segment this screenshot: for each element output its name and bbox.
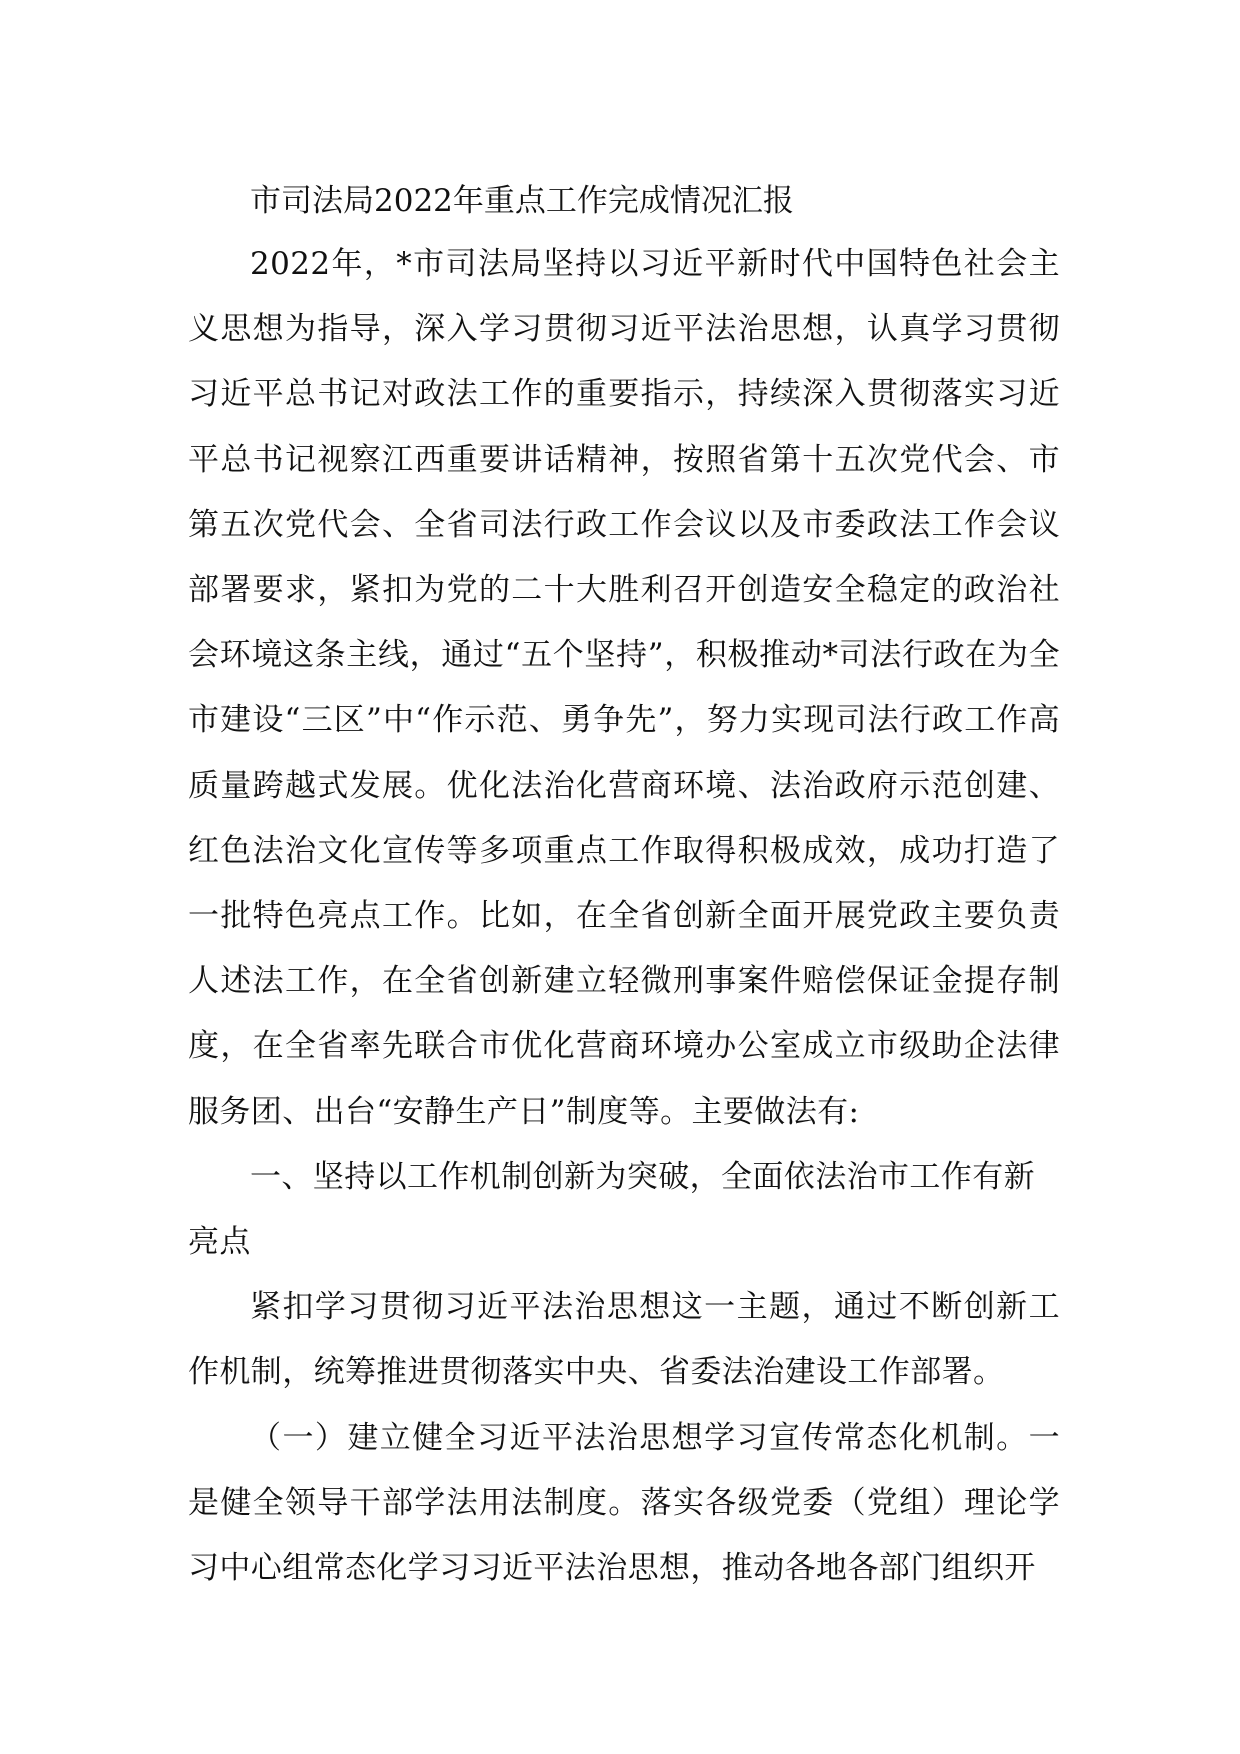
section-1-paragraph: 紧扣学习贯彻习近平法治思想这一主题，通过不断创新工作机制，统筹推进贯彻落实中央、省委法治建设工作部署。 xyxy=(188,1289,1060,1391)
document-title: 市司法局2022年重点工作完成情况汇报 xyxy=(250,183,794,219)
subsection-1-paragraph: （一）建立健全习近平法治思想学习宣传常态化机制。一是健全领导干部学法用法制度。落实各级党委（党组）理论学习中心组常态化学习习近平法治思想，推动各地各部门组织开 xyxy=(188,1419,1060,1587)
intro-paragraph: 2022年，*市司法局坚持以习近平新时代中国特色社会主义思想为指导，深入学习贯彻习近平法治思想，认真学习贯彻习近平总书记对政法工作的重要指示，持续深入贯彻落实习近平总书记视察江西重要讲话精神，按照省第十五次党代会、市第五次党代会、全省司法行政工作会议以及市委政法工作会议部署要求，紧扣为党的二十大胜利召开创造安全稳定的政治社会环境这条主线，通过“五个坚持”，积极推动*司法行政在为全市建设“三区”中“作示范、勇争先”，努力实现司法行政工作高质量跨越式发展。优化法治化营商环境、法治政府示范创建、红色法治文化宣传等多项重点工作取得积极成效，成功打造了一批特色亮点工作。比如，在全省创新全面开展党政主要负责人述法工作，在全省创新建立轻微刑事案件赔偿保证金提存制度，在全省率先联合市优化营商环境办公室成立市级助企法律服务团、出台“安静生产日”制度等。主要做法有: xyxy=(188,246,1060,1130)
section-heading-1: 一、坚持以工作机制创新为突破，全面依法治市工作有新亮点 xyxy=(188,1158,1035,1261)
document-page xyxy=(188,170,1060,1601)
